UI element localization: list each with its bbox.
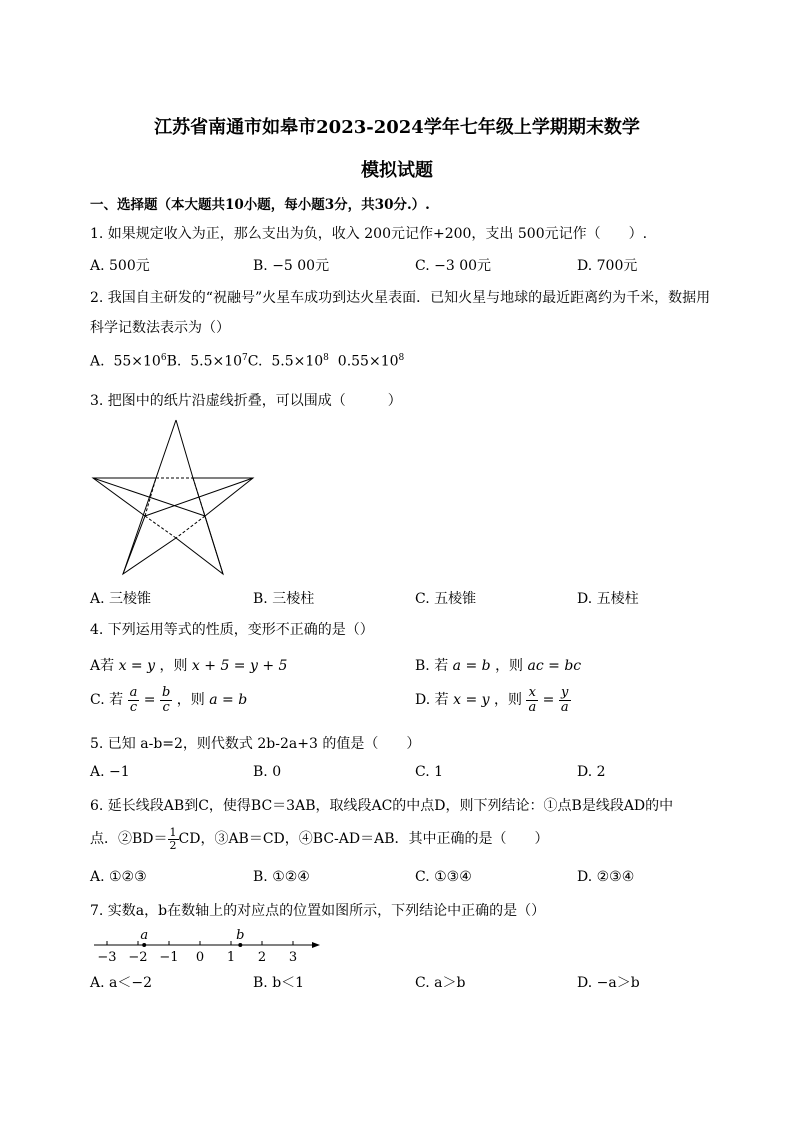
q4-c-den1: c [129, 699, 138, 715]
q4-c-fraction-2 [160, 686, 172, 714]
q2-b-exponent: 7 [242, 353, 248, 363]
number-line-point-b [238, 943, 242, 947]
q4-a-prefix: A若 [90, 658, 115, 674]
number-line-arrow [312, 942, 320, 948]
q7-option-b: B. b＜1 [253, 975, 305, 991]
q2-a-label: A. [90, 353, 105, 370]
q7-option-c: C. a＞b [415, 975, 466, 991]
q4-d-prefix: D. 若 [415, 692, 449, 709]
q4-b-condition: a = b [452, 658, 491, 674]
q3-option-c: C. 五棱锥 [415, 591, 477, 607]
q4-d-equals: = [542, 692, 555, 709]
number-line-tick-label: 0 [195, 950, 205, 965]
number-line-tick-label: −1 [159, 950, 179, 965]
number-line-tick-label: 3 [288, 950, 298, 965]
q5-option-c: C. 1 [415, 764, 444, 780]
q6-stem-line2 [90, 827, 549, 851]
star-edge-bottom-right [145, 478, 253, 516]
q6-frac-num: 1 [169, 826, 177, 839]
fold-line-bottom-left [145, 516, 176, 538]
q4-c-prefix: C. 若 [90, 692, 124, 709]
q1-option-d: D. 700元 [577, 258, 638, 274]
q4-option-d [415, 686, 571, 714]
q6-stem-line1: 6. 延长线段AB到C，使得BC＝3AB，取线段AC的中点D，则下列结论：①点B是线段AD的中 [90, 798, 674, 814]
q4-d-num1: x [526, 686, 538, 701]
q4-c-fraction-1 [128, 686, 140, 714]
q2-b-mantissa: 5.5×10 [190, 353, 243, 370]
q2-c-exponent: 8 [323, 353, 329, 363]
q2-d-mantissa: 0.55×10 [337, 353, 399, 370]
q6-line2-part2: CD，③AB＝CD，④BC-AD＝AB．其中正确的是（ ） [178, 831, 549, 848]
q1-option-c: C. −3 00元 [415, 258, 492, 274]
q4-c-num1: a [129, 685, 138, 700]
q4-option-c [90, 686, 247, 714]
q6-option-a: A. ①②③ [90, 869, 147, 885]
number-line-tick-label: 1 [226, 950, 236, 965]
q6-option-d: D. ②③④ [577, 869, 635, 885]
q2-stem-line2: 科学记数法表示为（） [90, 320, 230, 336]
q2-c-mantissa: 5.5×10 [271, 353, 324, 370]
q4-d-then: ，则 [493, 692, 522, 709]
q4-d-num2: y [559, 686, 571, 701]
q4-a-then: ，则 [159, 658, 188, 674]
fold-line-bottom-right [176, 516, 205, 538]
q1-stem: 1. 如果规定收入为正，那么支出为负，收入 200元记作+200，支出 500元记作（ ）. [90, 226, 648, 242]
q6-fraction [168, 827, 179, 851]
q1-option-b: B. −5 00元 [253, 258, 330, 274]
q2-d-exponent: 8 [398, 353, 405, 363]
page-title: 江苏省南通市如皋市2023-2024学年七年级上学期期末数学 [154, 117, 640, 138]
q3-stem: 3. 把图中的纸片沿虚线折叠，可以围成（ ） [90, 393, 402, 409]
number-line-tick-label: −3 [97, 950, 117, 965]
q4-c-result: a = b [209, 692, 248, 709]
number-line-tick-label: −2 [128, 950, 148, 965]
section-heading: 一、选择题（本大题共10小题，每小题3分，共30分.）. [90, 197, 430, 213]
page-subtitle: 模拟试题 [361, 160, 433, 181]
number-line-point-a [142, 943, 146, 947]
q4-d-fraction-1 [526, 686, 538, 714]
q4-d-den2: a [560, 699, 569, 715]
q1-option-a: A. 500元 [90, 258, 150, 274]
q6-option-c: C. ①③④ [415, 869, 472, 885]
number-line-label-a: a [140, 928, 149, 943]
q4-b-prefix: B. 若 [415, 658, 449, 674]
q5-option-d: D. 2 [577, 764, 606, 780]
q4-d-fraction-2 [559, 686, 571, 714]
star-outline [93, 420, 253, 574]
q4-stem: 4. 下列运用等式的性质，变形不正确的是（） [90, 622, 374, 638]
q4-d-condition: x = y [453, 692, 490, 709]
number-line-figure [90, 924, 330, 966]
q3-option-a: A. 三棱锥 [90, 591, 152, 607]
star-edge-bottom-left [93, 478, 205, 516]
q4-c-then: ，则 [176, 692, 205, 709]
number-line-tick-label: 2 [257, 950, 267, 965]
q4-option-a [90, 655, 287, 675]
q5-option-a: A. −1 [90, 764, 130, 780]
q4-option-b [415, 655, 581, 675]
q5-stem: 5. 已知 a-b=2，则代数式 2b-2a+3 的值是（ ） [90, 736, 421, 752]
q4-d-den1: a [528, 699, 537, 715]
star-net-figure [90, 418, 256, 578]
q4-b-result: ac = bc [527, 658, 582, 674]
q6-option-b: B. ①②④ [253, 869, 310, 885]
q4-a-result: x + 5 = y + 5 [191, 658, 288, 674]
q7-option-d: D. −a＞b [577, 975, 640, 991]
q6-line2-part1: 点．②BD＝ [90, 831, 168, 848]
q4-c-den2: c [162, 699, 170, 715]
q3-option-b: B. 三棱柱 [253, 591, 315, 607]
number-line-label-b: b [236, 928, 245, 943]
q4-b-then: ，则 [495, 658, 524, 674]
q2-b-label: B. [166, 353, 182, 370]
q2-a-exponent: 6 [160, 353, 167, 363]
q4-c-equals: = [143, 692, 156, 709]
q5-option-b: B. 0 [253, 764, 282, 780]
q7-option-a: A. a＜−2 [90, 975, 152, 991]
q2-options [90, 353, 404, 370]
q4-a-condition: x = y [118, 658, 156, 674]
q4-c-num2: b [161, 685, 171, 700]
q2-stem-line1: 2. 我国自主研发的“祝融号”火星车成功到达火星表面．已知火星与地球的最近距离约为千米，数据用 [90, 290, 711, 306]
q2-c-label: C. [247, 353, 263, 370]
q2-a-mantissa: 55×10 [113, 353, 161, 370]
q6-frac-den: 2 [169, 838, 177, 852]
q7-stem: 7. 实数a，b在数轴上的对应点的位置如图所示，下列结论中正确的是（） [90, 903, 546, 919]
q3-option-d: D. 五棱柱 [577, 591, 639, 607]
star-edge-left [123, 478, 156, 574]
